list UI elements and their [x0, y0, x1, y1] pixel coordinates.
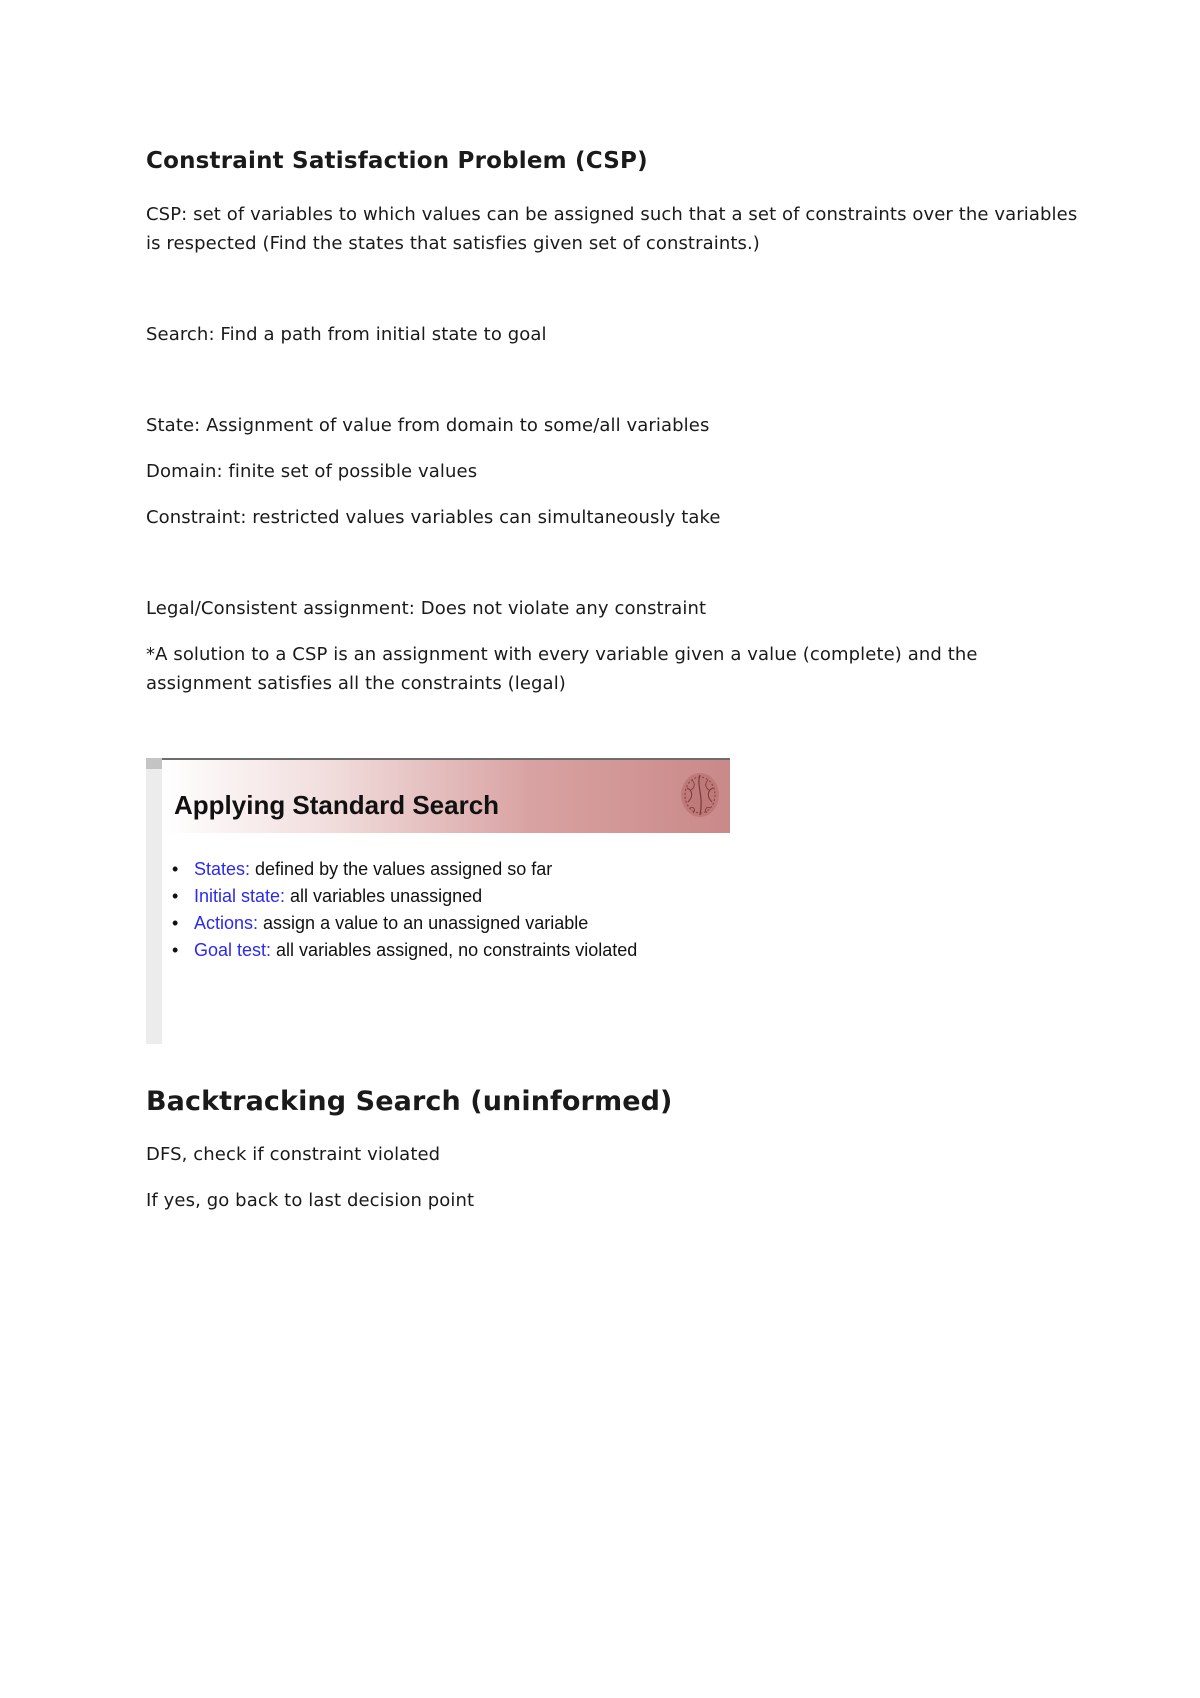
constraint-definition: Constraint: restricted values variables can simultaneously take [146, 507, 721, 528]
bullet-text: all variables assigned, no constraints violated [271, 940, 638, 960]
legal-assignment-definition: Legal/Consistent assignment: Does not violate any constraint [146, 598, 707, 619]
solution-note-line-2: assignment satisfies all the constraints (legal) [146, 673, 566, 694]
bullet-text: defined by the values assigned so far [250, 859, 553, 879]
csp-definition-line-1: CSP: set of variables to which values can be assigned such that a set of constraints over the variables [146, 204, 1078, 225]
backtracking-line-2: If yes, go back to last decision point [146, 1190, 475, 1211]
slide-left-bar [146, 758, 162, 1044]
bullet-keyword: Initial state: [194, 886, 286, 906]
slide-bullet-item: • Initial state: all variables unassigned [172, 886, 483, 906]
section-heading-csp: Constraint Satisfaction Problem (CSP) [146, 148, 648, 174]
csp-definition-line-2: is respected (Find the states that satisfies given set of constraints.) [146, 233, 760, 254]
slide-title: Applying Standard Search [174, 790, 500, 820]
bullet-keyword: States: [194, 859, 251, 879]
slide-bullet-item: • Actions: assign a value to an unassigned variable [172, 913, 589, 933]
domain-definition: Domain: finite set of possible values [146, 461, 478, 482]
slide-left-bar-marker [146, 758, 162, 769]
backtracking-line-1: DFS, check if constraint violated [146, 1144, 441, 1165]
bullet-text: assign a value to an unassigned variable [258, 913, 589, 933]
bullet-text: all variables unassigned [285, 886, 483, 906]
bullet-keyword: Actions: [194, 913, 259, 933]
slide-bullet-item: • States: defined by the values assigned so far [172, 859, 553, 879]
slide-bullet-item: • Goal test: all variables assigned, no constraints violated [172, 940, 638, 960]
state-definition: State: Assignment of value from domain to some/all variables [146, 415, 710, 436]
section-heading-backtracking: Backtracking Search (uninformed) [146, 1086, 673, 1117]
brain-icon [678, 770, 722, 820]
bullet-keyword: Goal test: [194, 940, 272, 960]
search-definition: Search: Find a path from initial state to goal [146, 324, 547, 345]
solution-note-line-1: *A solution to a CSP is an assignment with every variable given a value (complete) and the [146, 644, 978, 665]
slide-bullet-list [172, 856, 637, 964]
slide-header [162, 758, 730, 833]
embedded-slide-image [146, 758, 730, 1044]
